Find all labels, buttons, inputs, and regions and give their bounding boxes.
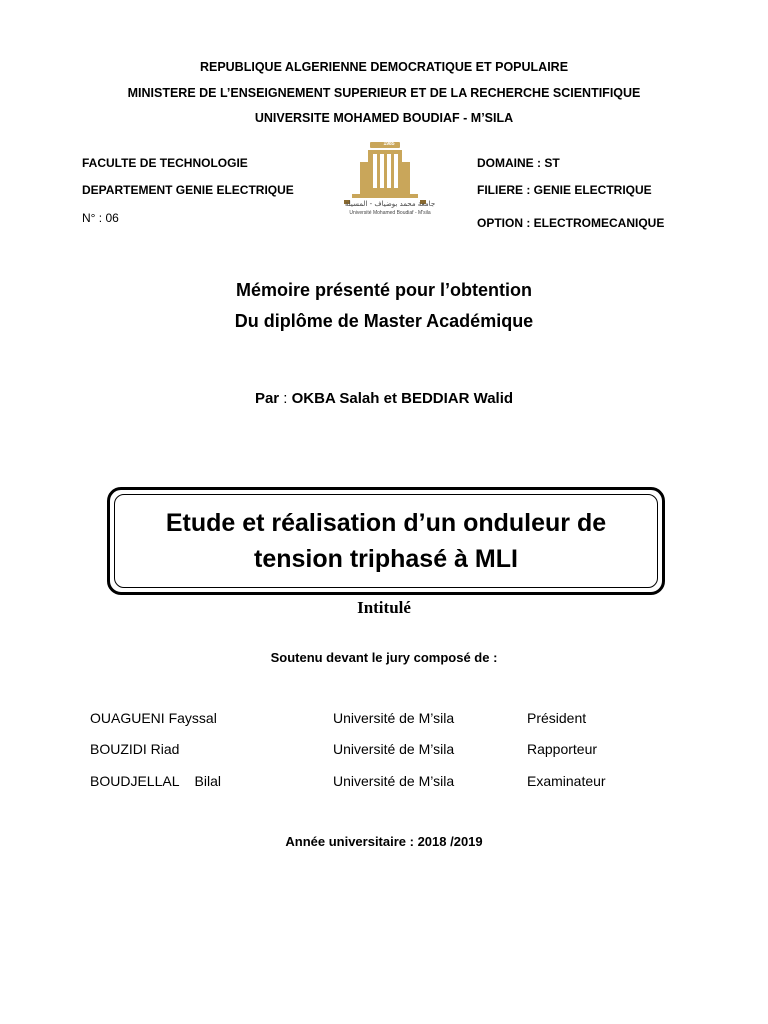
jury-member-name: OUAGUENI Fayssal xyxy=(90,710,217,726)
document-number: N° : 06 xyxy=(82,211,119,225)
logo-year: 1985 xyxy=(383,141,395,147)
jury-member-institution: Université de M’sila xyxy=(333,710,455,726)
jury-member-institution: Université de M’sila xyxy=(333,741,455,757)
academic-year: Année universitaire : 2018 /2019 xyxy=(285,834,483,849)
authors-separator: : xyxy=(279,390,292,407)
thesis-title-box xyxy=(107,487,665,595)
faculty-label: FACULTE DE TECHNOLOGIE xyxy=(82,156,248,170)
jury-member-role: Examinateur xyxy=(527,773,606,789)
university-heading: UNIVERSITE MOHAMED BOUDIAF - M’SILA xyxy=(254,111,514,125)
jury-member-name: BOUZIDI Riad xyxy=(90,741,180,757)
authors-prefix: Par xyxy=(254,390,280,407)
option-label: OPTION : ELECTROMECANIQUE xyxy=(477,216,665,230)
ministry-heading: MINISTERE DE L’ENSEIGNEMENT SUPERIEUR ET DE LA RECHERCHE SCIENTIFIQUE xyxy=(127,86,641,100)
filiere-label: FILIERE : GENIE ELECTRIQUE xyxy=(477,183,652,197)
university-logo xyxy=(330,140,450,220)
jury-heading: Soutenu devant le jury composé de : xyxy=(270,650,498,665)
department-label: DEPARTEMENT GENIE ELECTRIQUE xyxy=(82,183,294,197)
thesis-title xyxy=(166,505,606,577)
memoire-line-1: Mémoire présenté pour l’obtention xyxy=(235,280,533,300)
domain-label: DOMAINE : ST xyxy=(477,156,560,170)
authors-names: OKBA Salah et BEDDIAR Walid xyxy=(291,390,514,407)
thesis-title-line-2: tension triphasé à MLI xyxy=(254,545,518,573)
republic-heading: REPUBLIQUE ALGERIENNE DEMOCRATIQUE ET POPULAIRE xyxy=(199,60,569,74)
jury-member-role: Président xyxy=(527,710,587,726)
thesis-title-line-1: Etude et réalisation d’un onduleur de xyxy=(165,509,607,537)
jury-member-name: BOUDJELLAL Bilal xyxy=(90,773,221,789)
jury-member-role: Rapporteur xyxy=(527,741,598,757)
memoire-line-2: Du diplôme de Master Académique xyxy=(234,311,534,331)
university-logo-emblem xyxy=(330,140,450,220)
authors-line xyxy=(0,390,768,407)
thesis-title-inner-border xyxy=(114,494,658,588)
logo-arabic-name: جامعة محمد بوضياف - المسيلة xyxy=(344,200,436,208)
title-label: Intitulé xyxy=(357,598,411,617)
jury-row xyxy=(0,773,768,793)
logo-latin-name: Université Mohamed Boudiaf - M'sila xyxy=(349,210,431,216)
jury-member-institution: Université de M’sila xyxy=(333,773,455,789)
jury-row xyxy=(0,741,768,761)
jury-row xyxy=(0,710,768,730)
